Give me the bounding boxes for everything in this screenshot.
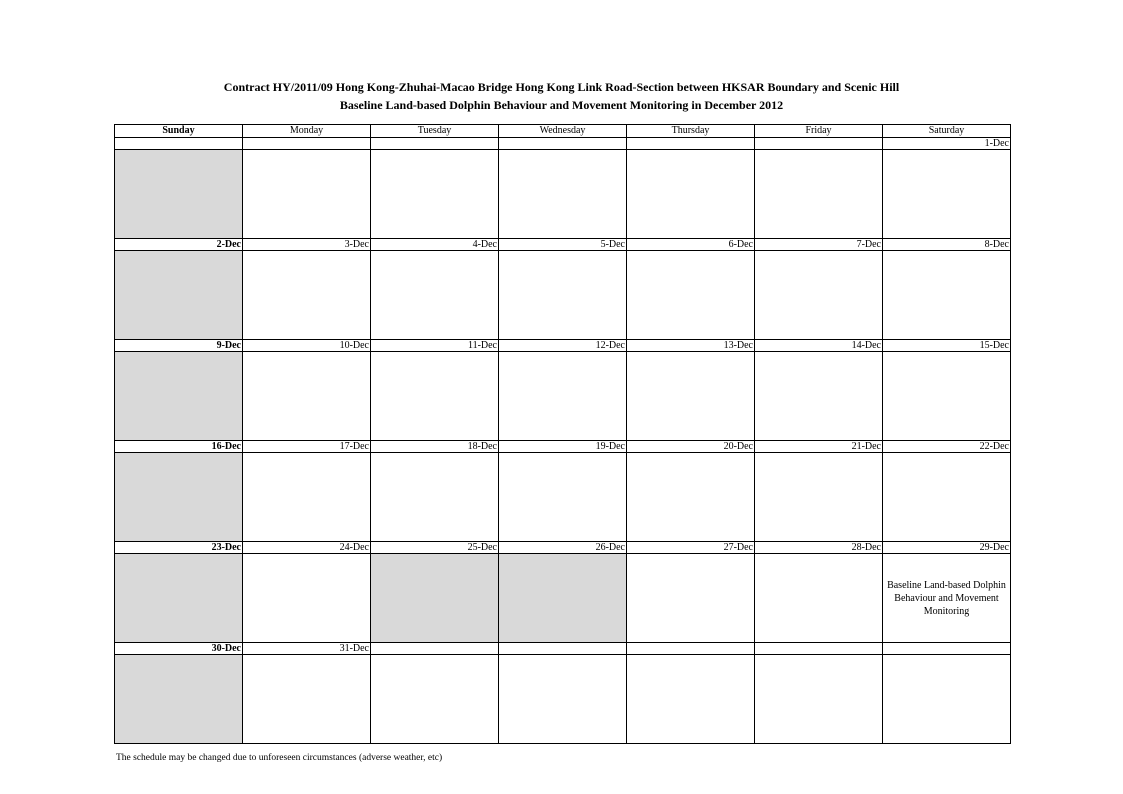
date-row [115, 441, 1011, 453]
date-label: 28-Dec [755, 542, 883, 554]
date-label: 26-Dec [499, 542, 627, 554]
day-cell [755, 150, 883, 239]
weekday-wednesday: Wednesday [499, 125, 627, 138]
day-cell [243, 251, 371, 340]
day-cell [883, 554, 1011, 643]
day-cell [627, 655, 755, 744]
date-label: 20-Dec [627, 441, 755, 453]
date-label: 31-Dec [243, 643, 371, 655]
day-cell [499, 150, 627, 239]
day-cell [243, 352, 371, 441]
day-cell [243, 453, 371, 542]
calendar-body [115, 138, 1011, 744]
date-label: 25-Dec [371, 542, 499, 554]
weekday-saturday: Saturday [883, 125, 1011, 138]
day-cell [371, 655, 499, 744]
day-cell [499, 453, 627, 542]
day-cell [627, 251, 755, 340]
date-label: 17-Dec [243, 441, 371, 453]
weekday-thursday: Thursday [627, 125, 755, 138]
day-cell [627, 554, 755, 643]
day-cell [883, 352, 1011, 441]
date-label: 1-Dec [883, 138, 1011, 150]
date-label: 16-Dec [115, 441, 243, 453]
weekday-sunday: Sunday [115, 125, 243, 138]
date-label: 29-Dec [883, 542, 1011, 554]
date-label: 21-Dec [755, 441, 883, 453]
date-label: 7-Dec [755, 239, 883, 251]
date-label: 18-Dec [371, 441, 499, 453]
monitoring-calendar [114, 124, 1011, 744]
day-cell [755, 655, 883, 744]
day-cell-shaded [115, 554, 243, 643]
date-label: 27-Dec [627, 542, 755, 554]
event-label: Baseline Land-based Dolphin Behaviour and Movement Monitoring [887, 579, 1006, 617]
date-label: 3-Dec [243, 239, 371, 251]
day-cell [627, 352, 755, 441]
day-cell [755, 352, 883, 441]
date-label: 8-Dec [883, 239, 1011, 251]
document-title: Contract HY/2011/09 Hong Kong-Zhuhai-Macao Bridge Hong Kong Link Road-Section between HKSAR Boundary and Scenic Hill [223, 80, 900, 94]
day-cell [499, 251, 627, 340]
day-cell [627, 453, 755, 542]
day-cell [371, 251, 499, 340]
date-label: 5-Dec [499, 239, 627, 251]
date-row [115, 239, 1011, 251]
day-cell [499, 655, 627, 744]
date-label: 2-Dec [115, 239, 243, 251]
date-label: 23-Dec [115, 542, 243, 554]
document-subtitle: Baseline Land-based Dolphin Behaviour and Movement Monitoring in December 2012 [339, 98, 784, 112]
weekday-friday: Friday [755, 125, 883, 138]
date-label [499, 138, 627, 150]
date-row [115, 138, 1011, 150]
day-cell [243, 150, 371, 239]
day-cell [371, 352, 499, 441]
day-cell [883, 150, 1011, 239]
week-row [115, 251, 1011, 340]
date-label: 15-Dec [883, 340, 1011, 352]
date-label [755, 138, 883, 150]
day-cell [883, 453, 1011, 542]
date-label [627, 138, 755, 150]
date-label: 9-Dec [115, 340, 243, 352]
date-label: 6-Dec [627, 239, 755, 251]
date-row [115, 643, 1011, 655]
weekday-header-row [115, 125, 1011, 138]
day-cell-shaded [115, 655, 243, 744]
date-label: 11-Dec [371, 340, 499, 352]
date-label [499, 643, 627, 655]
day-cell [371, 453, 499, 542]
week-row [115, 554, 1011, 643]
date-label: 22-Dec [883, 441, 1011, 453]
day-cell-shaded [371, 554, 499, 643]
date-row [115, 542, 1011, 554]
date-label [755, 643, 883, 655]
date-label: 19-Dec [499, 441, 627, 453]
date-label: 13-Dec [627, 340, 755, 352]
date-label: 12-Dec [499, 340, 627, 352]
week-row [115, 150, 1011, 239]
day-cell [883, 251, 1011, 340]
weekday-monday: Monday [243, 125, 371, 138]
week-row [115, 453, 1011, 542]
date-label: 14-Dec [755, 340, 883, 352]
day-cell-shaded [115, 150, 243, 239]
week-row [115, 655, 1011, 744]
date-label: 4-Dec [371, 239, 499, 251]
day-cell [755, 453, 883, 542]
day-cell [371, 150, 499, 239]
date-label [627, 643, 755, 655]
schedule-footnote: The schedule may be changed due to unforeseen circumstances (adverse weather, etc) [116, 753, 443, 763]
day-cell-shaded [115, 453, 243, 542]
day-cell-shaded [115, 251, 243, 340]
date-label [371, 643, 499, 655]
day-cell [627, 150, 755, 239]
day-cell [243, 655, 371, 744]
day-cell [883, 655, 1011, 744]
date-label [243, 138, 371, 150]
date-label [371, 138, 499, 150]
date-label: 30-Dec [115, 643, 243, 655]
day-cell [755, 251, 883, 340]
date-label: 10-Dec [243, 340, 371, 352]
day-cell [755, 554, 883, 643]
day-cell [243, 554, 371, 643]
date-label [883, 643, 1011, 655]
date-label [115, 138, 243, 150]
weekday-tuesday: Tuesday [371, 125, 499, 138]
day-cell-shaded [115, 352, 243, 441]
date-label: 24-Dec [243, 542, 371, 554]
day-cell-shaded [499, 554, 627, 643]
day-cell [499, 352, 627, 441]
week-row [115, 352, 1011, 441]
date-row [115, 340, 1011, 352]
